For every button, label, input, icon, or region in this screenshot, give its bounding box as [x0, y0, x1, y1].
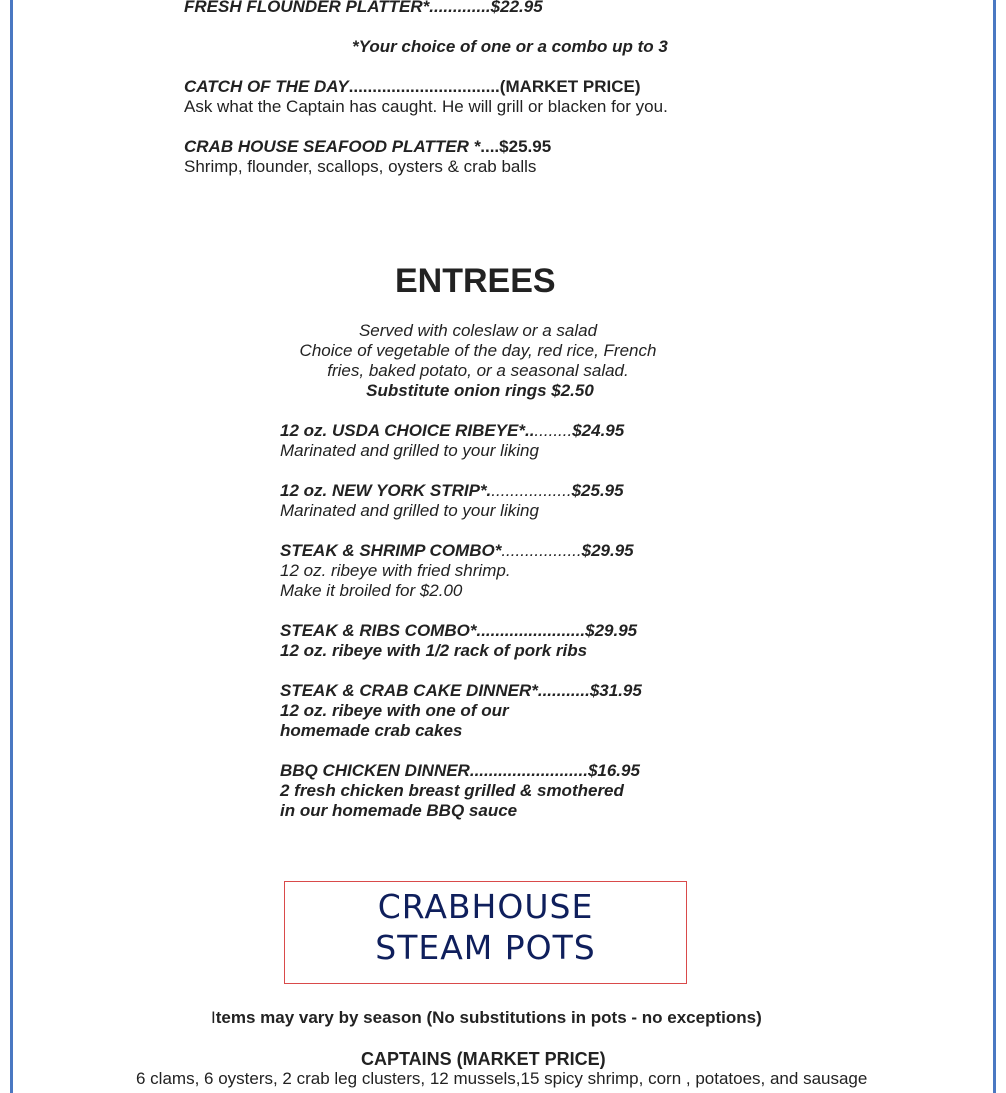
steak-crab-description-1: 12 oz. ribeye with one of our — [280, 701, 509, 720]
steak-crab-dots: ........... — [537, 681, 590, 700]
crab-platter-description: Shrimp, flounder, scallops, oysters & crab balls — [184, 157, 537, 176]
steak-ribs-dots: ....................... — [476, 621, 586, 640]
entrees-intro-line-3: fries, baked potato, or a seasonal salad. — [327, 361, 629, 380]
steam-pots-notice — [211, 1008, 762, 1028]
crab-platter-item — [184, 137, 551, 157]
steak-crab-price: $31.95 — [589, 681, 642, 700]
strip-name: 12 oz. NEW YORK STRIP*. — [280, 481, 492, 500]
ribeye-description: Marinated and grilled to your liking — [280, 441, 539, 460]
flounder-dots: ............. — [429, 0, 491, 16]
steak-crab-description-2: homemade crab cakes — [280, 721, 463, 740]
entrees-intro-line-2: Choice of vegetable of the day, red rice, French — [299, 341, 657, 360]
catch-dots: ................................ — [348, 77, 500, 96]
menu-item-new-york-strip — [280, 481, 624, 501]
flounder-price: $22.95 — [490, 0, 543, 16]
bbq-chicken-price: $16.95 — [587, 761, 640, 780]
steam-pots-notice-text: tems may vary by season (No substitutions in pots - no exceptions) — [215, 1008, 762, 1027]
steak-ribs-price: $29.95 — [585, 621, 638, 640]
bbq-chicken-dots: ......................... — [469, 761, 588, 780]
bbq-chicken-description-2: in our homemade BBQ sauce — [280, 801, 518, 820]
bbq-chicken-name: BBQ CHICKEN DINNER — [280, 761, 470, 780]
entrees-intro-line-1: Served with coleslaw or a salad — [358, 321, 598, 340]
ribeye-name: 12 oz. USDA CHOICE RIBEYE*.. — [280, 421, 535, 440]
steak-shrimp-description-2: Make it broiled for $2.00 — [280, 581, 463, 600]
ribeye-dots: ........ — [534, 421, 573, 440]
steam-pots-banner — [284, 881, 687, 984]
steam-pots-notice-initial: I — [211, 1008, 216, 1027]
crab-platter-dots: .... — [480, 137, 500, 156]
page-frame-right — [993, 0, 996, 1093]
steak-shrimp-name: STEAK & SHRIMP COMBO* — [280, 541, 502, 560]
crab-platter-name: CRAB HOUSE SEAFOOD PLATTER * — [184, 137, 481, 156]
steak-shrimp-dots: ................. — [501, 541, 582, 560]
steak-shrimp-description-1: 12 oz. ribeye with fried shrimp. — [280, 561, 511, 580]
flounder-platter-item — [184, 0, 543, 17]
captains-pot-name: CAPTAINS (MARKET PRICE) — [361, 1049, 606, 1069]
captains-pot-description: 6 clams, 6 oysters, 2 crab leg clusters, 12 mussels,15 spicy shrimp, corn , potatoes, and sausage — [136, 1069, 868, 1088]
catch-price: (MARKET PRICE) — [499, 77, 641, 96]
catch-name: CATCH OF THE DAY — [184, 77, 349, 96]
menu-item-steak-shrimp — [280, 541, 634, 561]
steak-crab-name: STEAK & CRAB CAKE DINNER* — [280, 681, 538, 700]
bbq-chicken-description-1: 2 fresh chicken breast grilled & smothered — [280, 781, 624, 800]
strip-description: Marinated and grilled to your liking — [280, 501, 539, 520]
strip-price: $25.95 — [571, 481, 624, 500]
crab-platter-price: $25.95 — [499, 137, 552, 156]
steak-ribs-description: 12 oz. ribeye with 1/2 rack of pork ribs — [280, 641, 588, 660]
steam-pots-title-line-1: CRABHOUSE — [377, 887, 594, 926]
catch-of-day-item — [184, 77, 641, 97]
menu-item-ribeye — [280, 421, 624, 441]
steak-ribs-name: STEAK & RIBS COMBO* — [280, 621, 477, 640]
steam-pots-title-line-2: STEAM POTS — [375, 928, 596, 967]
strip-dots: ................. — [491, 481, 572, 500]
steak-shrimp-price: $29.95 — [581, 541, 634, 560]
entrees-heading: ENTREES — [395, 262, 556, 300]
entrees-substitute-note: Substitute onion rings $2.50 — [366, 381, 594, 400]
catch-description: Ask what the Captain has caught. He will grill or blacken for you. — [184, 97, 668, 116]
menu-item-bbq-chicken — [280, 761, 640, 781]
ribeye-price: $24.95 — [572, 421, 625, 440]
combo-note: *Your choice of one or a combo up to 3 — [352, 37, 668, 56]
page-frame-left — [10, 0, 13, 1093]
menu-item-steak-ribs — [280, 621, 637, 641]
menu-item-steak-crab-cake — [280, 681, 642, 701]
flounder-name: FRESH FLOUNDER PLATTER* — [184, 0, 430, 16]
